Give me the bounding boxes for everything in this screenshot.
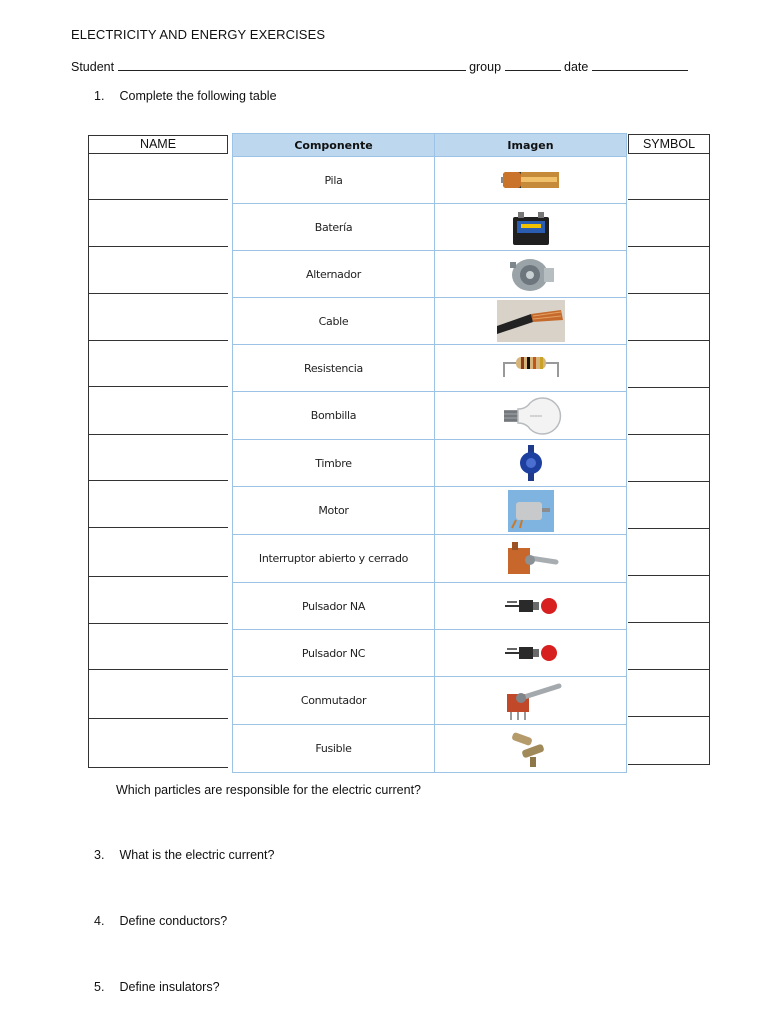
component-row bbox=[233, 251, 626, 298]
component-row bbox=[233, 157, 626, 204]
name-answer-cell[interactable] bbox=[88, 294, 228, 341]
push-button-icon bbox=[435, 583, 626, 629]
component-name: Pulsador NC bbox=[233, 630, 435, 676]
component-row bbox=[233, 630, 626, 677]
question-text: Define conductors? bbox=[119, 914, 228, 928]
group-label: group bbox=[469, 60, 502, 74]
question-number: 4. bbox=[94, 914, 105, 928]
component-row bbox=[233, 345, 626, 392]
component-name: Timbre bbox=[233, 440, 435, 486]
symbol-answer-cell[interactable] bbox=[628, 341, 710, 388]
name-answer-cell[interactable] bbox=[88, 200, 228, 247]
symbol-column bbox=[628, 134, 710, 765]
name-answer-cell[interactable] bbox=[88, 247, 228, 294]
toggle-switch-icon bbox=[435, 535, 626, 582]
component-row bbox=[233, 535, 626, 583]
question-text: Define insulators? bbox=[119, 980, 220, 994]
question-text: Complete the following table bbox=[119, 89, 277, 103]
symbol-answer-cell[interactable] bbox=[628, 670, 710, 717]
component-header: Componente bbox=[233, 134, 435, 156]
symbol-answer-cell[interactable] bbox=[628, 717, 710, 765]
component-name: Resistencia bbox=[233, 345, 435, 391]
component-name: Cable bbox=[233, 298, 435, 344]
name-answer-cell[interactable] bbox=[88, 387, 228, 435]
car-battery-icon bbox=[435, 204, 626, 250]
component-table-header bbox=[233, 134, 626, 157]
student-name-blank[interactable] bbox=[118, 58, 466, 71]
symbol-answer-cell[interactable] bbox=[628, 435, 710, 482]
component-row bbox=[233, 487, 626, 535]
resistor-icon bbox=[435, 345, 626, 391]
component-name: Conmutador bbox=[233, 677, 435, 724]
name-header: NAME bbox=[88, 135, 228, 154]
component-row bbox=[233, 583, 626, 630]
symbol-answer-cell[interactable] bbox=[628, 388, 710, 435]
name-answer-cell[interactable] bbox=[88, 481, 228, 528]
question-number: 1. bbox=[94, 89, 105, 103]
name-answer-cell[interactable] bbox=[88, 719, 228, 768]
document-title: ELECTRICITY AND ENERGY EXERCISES bbox=[71, 27, 326, 42]
component-name: Bombilla bbox=[233, 392, 435, 439]
component-name: Pulsador NA bbox=[233, 583, 435, 629]
question-5 bbox=[94, 980, 220, 994]
name-answer-cell[interactable] bbox=[88, 341, 228, 387]
question-3 bbox=[94, 848, 274, 862]
student-label: Student bbox=[71, 60, 115, 74]
changeover-switch-icon bbox=[435, 677, 626, 724]
name-answer-cell[interactable] bbox=[88, 577, 228, 624]
component-row bbox=[233, 392, 626, 440]
component-name: Batería bbox=[233, 204, 435, 250]
group-blank[interactable] bbox=[505, 58, 561, 71]
component-name: Alternador bbox=[233, 251, 435, 297]
symbol-answer-cell[interactable] bbox=[628, 200, 710, 247]
component-name: Pila bbox=[233, 157, 435, 203]
image-header: Imagen bbox=[507, 138, 554, 152]
component-row bbox=[233, 677, 626, 725]
alternator-icon bbox=[435, 251, 626, 297]
symbol-answer-cell[interactable] bbox=[628, 247, 710, 294]
symbol-header: SYMBOL bbox=[628, 134, 710, 154]
name-answer-cell[interactable] bbox=[88, 154, 228, 200]
battery-cell-icon bbox=[435, 157, 626, 203]
component-row bbox=[233, 204, 626, 251]
question-1 bbox=[94, 89, 277, 103]
name-answer-cell[interactable] bbox=[88, 528, 228, 577]
question-text: What is the electric current? bbox=[119, 848, 275, 862]
student-info-row bbox=[71, 58, 688, 74]
name-answer-cell[interactable] bbox=[88, 670, 228, 719]
component-name: Motor bbox=[233, 487, 435, 534]
symbol-answer-cell[interactable] bbox=[628, 623, 710, 670]
component-row bbox=[233, 725, 626, 772]
component-name: Fusible bbox=[233, 725, 435, 772]
component-table bbox=[232, 133, 627, 773]
push-button-icon bbox=[435, 630, 626, 676]
symbol-answer-cell[interactable] bbox=[628, 154, 710, 200]
date-blank[interactable] bbox=[592, 58, 688, 71]
name-answer-cell[interactable] bbox=[88, 624, 228, 670]
name-column bbox=[88, 135, 228, 768]
component-row bbox=[233, 440, 626, 487]
symbol-answer-cell[interactable] bbox=[628, 482, 710, 529]
component-row bbox=[233, 298, 626, 345]
question-4 bbox=[94, 914, 227, 928]
question-number: 3. bbox=[94, 848, 105, 862]
component-name: Interruptor abierto y cerrado bbox=[233, 535, 435, 582]
buzzer-icon bbox=[435, 440, 626, 486]
fuse-icon bbox=[435, 725, 626, 772]
date-label: date bbox=[564, 60, 589, 74]
symbol-answer-cell[interactable] bbox=[628, 529, 710, 576]
motor-icon bbox=[435, 487, 626, 534]
copper-cable-icon bbox=[435, 298, 626, 344]
symbol-answer-cell[interactable] bbox=[628, 294, 710, 341]
light-bulb-icon bbox=[435, 392, 626, 439]
symbol-answer-cell[interactable] bbox=[628, 576, 710, 623]
question-number: 5. bbox=[94, 980, 105, 994]
name-answer-cell[interactable] bbox=[88, 435, 228, 481]
question-text: Which particles are responsible for the electric current? bbox=[116, 783, 421, 797]
question-2 bbox=[116, 783, 421, 797]
